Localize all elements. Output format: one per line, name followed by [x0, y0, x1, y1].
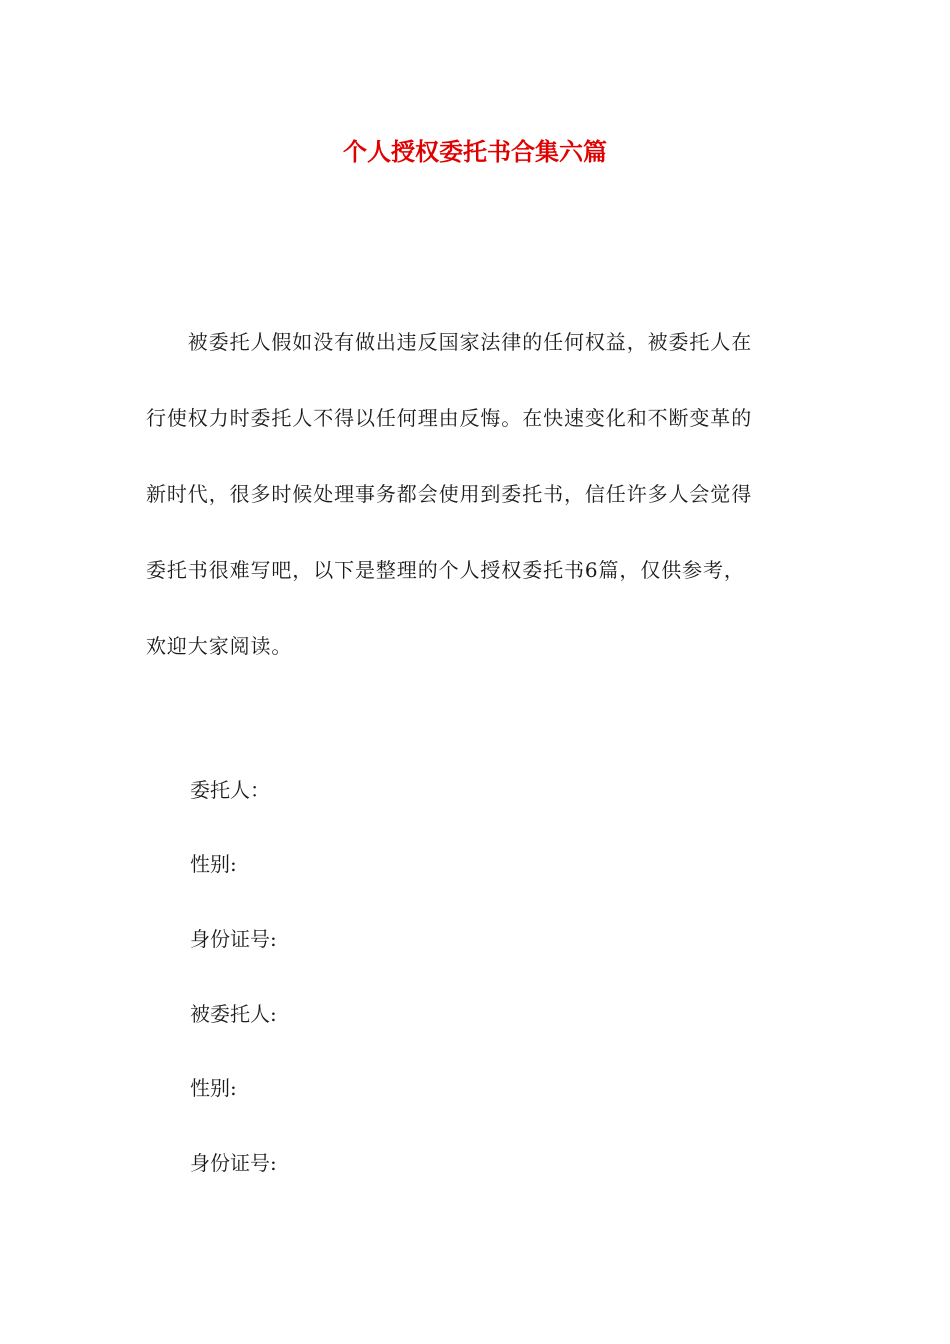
intro-line-4: 委托书很难写吧，以下是整理的个人授权委托书6篇，仅供参考， [146, 558, 745, 582]
intro-line-3: 新时代，很多时候处理事务都会使用到委托书，信任许多人会觉得 [146, 482, 753, 506]
intro-line-5: 欢迎大家阅读。 [146, 634, 293, 658]
field-agent-id-number: 身份证号: [190, 1151, 277, 1175]
field-principal-id-number: 身份证号: [190, 927, 277, 951]
field-agent: 被委托人: [190, 1002, 277, 1026]
field-agent-gender: 性别: [190, 1076, 237, 1100]
document-title: 个人授权委托书合集六篇 [343, 138, 607, 166]
intro-paragraph [146, 322, 806, 702]
intro-line-2: 行使权力时委托人不得以任何理由反悔。在快速变化和不断变革的 [146, 406, 753, 430]
intro-line-1: 被委托人假如没有做出违反国家法律的任何权益，被委托人在 [146, 330, 753, 354]
field-principal: 委托人： [190, 778, 270, 802]
field-principal-gender: 性别: [190, 852, 237, 876]
